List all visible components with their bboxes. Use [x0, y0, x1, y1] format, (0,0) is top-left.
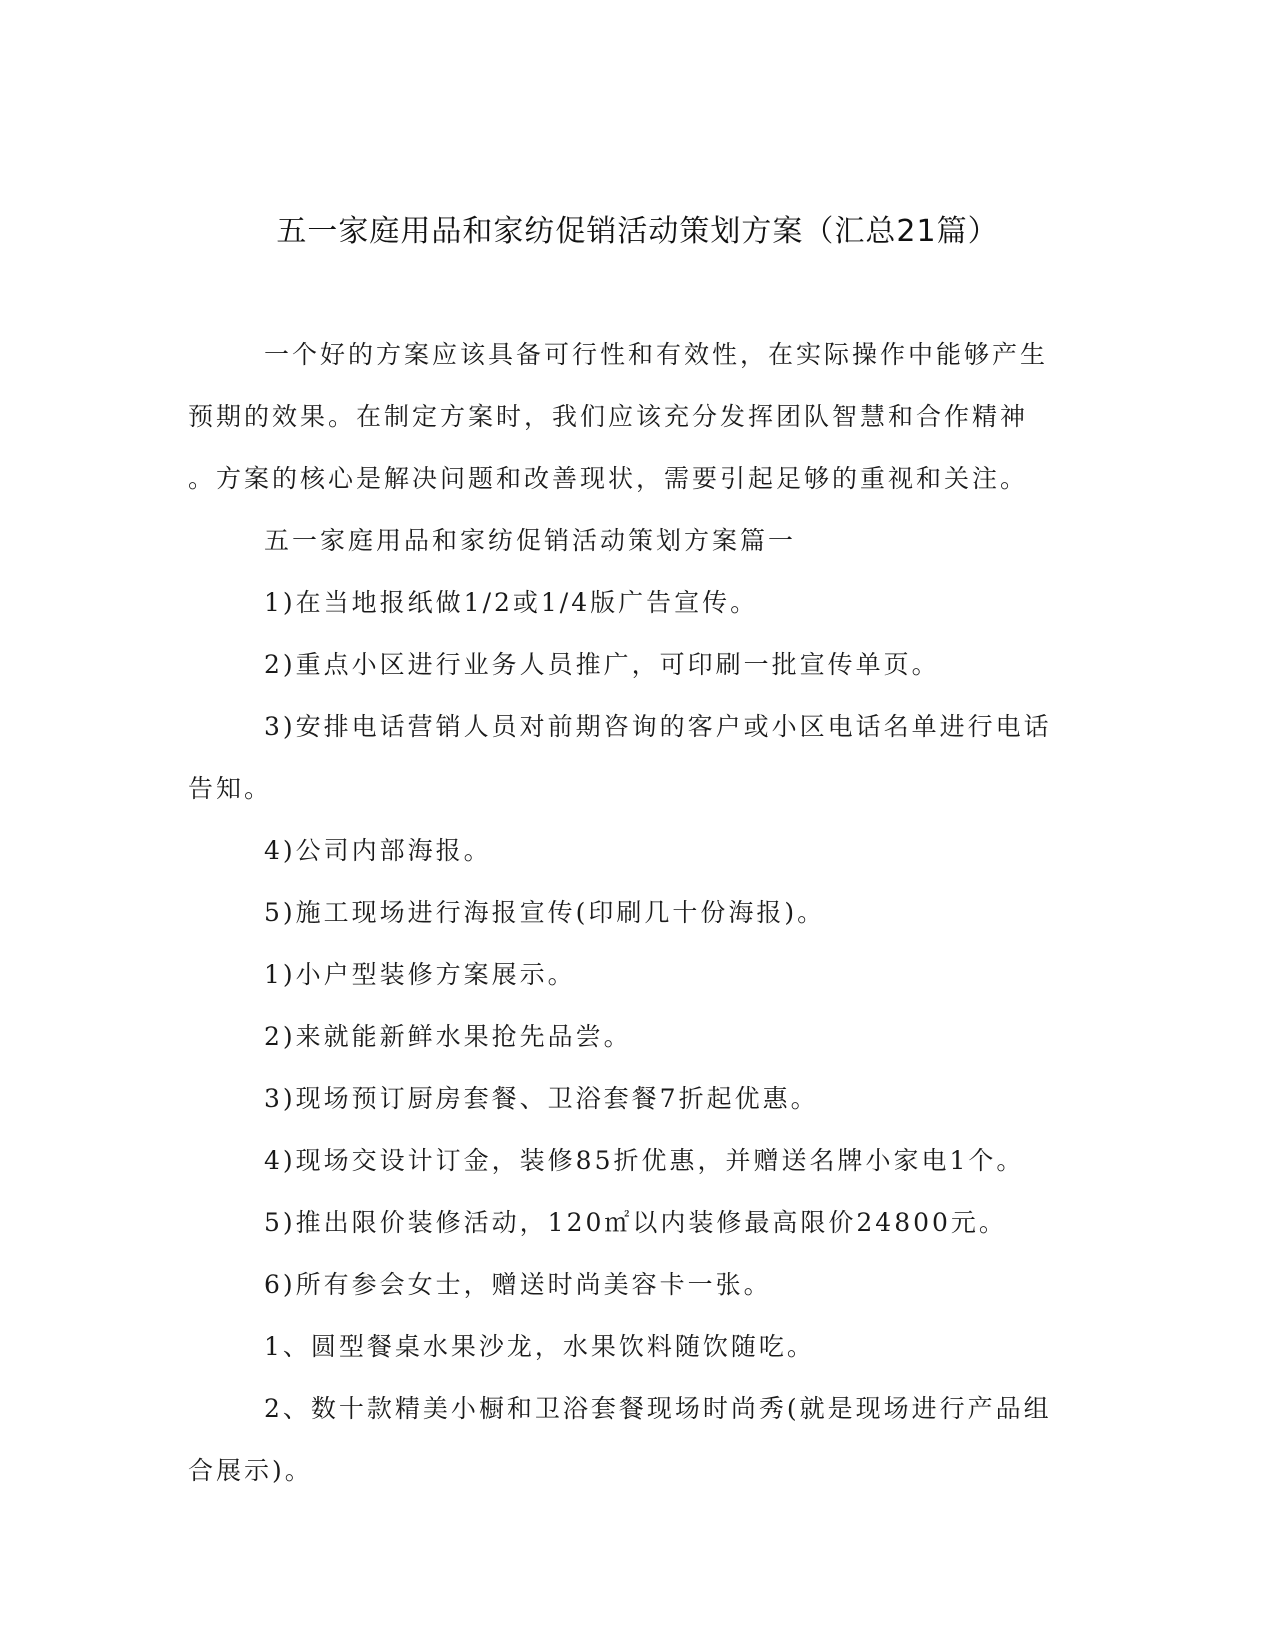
- list-item: 2、数十款精美小橱和卫浴套餐现场时尚秀(就是现场进行产品组: [264, 1394, 1052, 1423]
- list-item: 2)来就能新鲜水果抢先品尝。: [264, 1022, 632, 1051]
- list-item: 6)所有参会女士，赠送时尚美容卡一张。: [264, 1270, 772, 1299]
- list-item: 4)公司内部海报。: [264, 836, 492, 865]
- list-item: 1、圆型餐桌水果沙龙，水果饮料随饮随吃。: [264, 1332, 815, 1361]
- list-item: 2)重点小区进行业务人员推广，可印刷一批宣传单页。: [264, 650, 940, 679]
- paragraph-line: 预期的效果。在制定方案时，我们应该充分发挥团队智慧和合作精神: [188, 402, 1029, 431]
- list-item-continuation: 合展示)。: [188, 1456, 313, 1485]
- document-title: 五一家庭用品和家纺促销活动策划方案（汇总21篇）: [276, 214, 999, 249]
- list-item: 3)现场预订厨房套餐、卫浴套餐7折起优惠。: [264, 1084, 819, 1113]
- list-item: 1)在当地报纸做1/2或1/4版广告宣传。: [264, 588, 759, 617]
- list-item: 3)安排电话营销人员对前期咨询的客户或小区电话名单进行电话: [264, 712, 1052, 741]
- list-item: 4)现场交设计订金，装修85折优惠，并赠送名牌小家电1个。: [264, 1146, 1025, 1175]
- list-item: 5)推出限价装修活动，120㎡以内装修最高限价24800元。: [264, 1208, 1007, 1237]
- list-item: 1)小户型装修方案展示。: [264, 960, 576, 989]
- paragraph-line: 。方案的核心是解决问题和改善现状，需要引起足够的重视和关注。: [188, 464, 1029, 493]
- paragraph-line: 一个好的方案应该具备可行性和有效性，在实际操作中能够产生: [264, 340, 1049, 369]
- document-body: [188, 324, 1073, 1502]
- list-item: 5)施工现场进行海报宣传(印刷几十份海报)。: [264, 898, 826, 927]
- list-item-continuation: 告知。: [188, 774, 273, 803]
- section-heading: 五一家庭用品和家纺促销活动策划方案篇一: [264, 526, 797, 555]
